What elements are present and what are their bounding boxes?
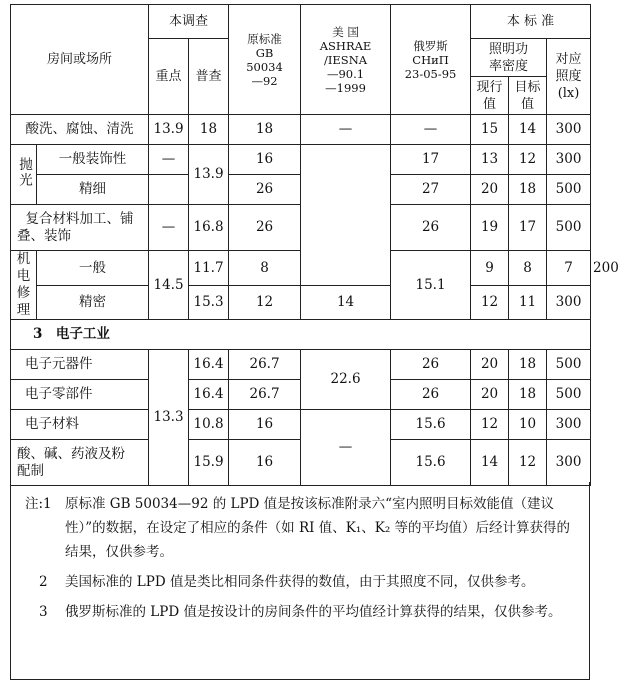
cell-russia: 14 bbox=[301, 286, 391, 320]
note-number: 2 bbox=[39, 574, 48, 590]
cell-general: 10.8 bbox=[189, 410, 229, 440]
table-notes bbox=[10, 482, 590, 680]
header-illuminance: 对应 照度 (lx) bbox=[547, 39, 591, 115]
header-russia-standard: 俄罗斯 СНиП 23-05-95 bbox=[391, 5, 471, 115]
cell-key: 13.9 bbox=[149, 115, 189, 145]
note-1 bbox=[25, 492, 579, 564]
cell-general: 18 bbox=[189, 115, 229, 145]
cell-original: 18 bbox=[229, 115, 301, 145]
note-text: 美国标准的 LPD 值是类比相同条件获得的数值，由于其照度不同，仅供参考。 bbox=[65, 574, 535, 590]
row-name: 酸洗、腐蚀、清洗 bbox=[11, 115, 149, 145]
cell-russia: 27 bbox=[391, 175, 471, 205]
group-polish: 抛光 bbox=[11, 145, 37, 205]
cell-general: 16.4 bbox=[189, 380, 229, 410]
header-this-standard: 本 标 准 bbox=[471, 5, 591, 39]
cell-general: 13.9 bbox=[189, 145, 229, 205]
note-number: 注:1 bbox=[25, 496, 52, 512]
row-name: 一般装饰性 bbox=[37, 145, 149, 175]
table-row bbox=[11, 115, 591, 145]
section-row bbox=[11, 320, 591, 350]
cell-general: 15.3 bbox=[189, 286, 229, 320]
header-room: 房间或场所 bbox=[11, 5, 149, 115]
cell-original: 8 bbox=[229, 251, 301, 286]
row-name: 电子元器件 bbox=[11, 350, 149, 380]
header-general: 普查 bbox=[189, 39, 229, 115]
header-current-value: 现行 值 bbox=[471, 77, 509, 115]
row-name: 精细 bbox=[37, 175, 149, 205]
cell-key: — bbox=[149, 205, 189, 251]
row-name: 一般 bbox=[37, 251, 149, 286]
cell-original: 26.7 bbox=[229, 380, 301, 410]
cell-usa-blank bbox=[301, 145, 391, 286]
cell-russia: — bbox=[391, 115, 471, 145]
cell-current: 20 bbox=[471, 175, 509, 205]
cell-target: 17 bbox=[509, 205, 547, 251]
cell-current: 13 bbox=[471, 145, 509, 175]
cell-general: 16.8 bbox=[189, 205, 229, 251]
cell-target: 11 bbox=[509, 286, 547, 320]
cell-usa: 15.1 bbox=[391, 251, 471, 320]
cell-current: 8 bbox=[509, 251, 547, 286]
cell-usa: — bbox=[301, 410, 391, 486]
row-name: 电子零部件 bbox=[11, 380, 149, 410]
cell-key bbox=[149, 175, 189, 205]
cell-key: 14.5 bbox=[149, 251, 189, 320]
cell-target: 10 bbox=[509, 410, 547, 440]
header-this-survey: 本调查 bbox=[149, 5, 229, 39]
cell-key: — bbox=[149, 145, 189, 175]
cell-general: 15.9 bbox=[189, 440, 229, 486]
cell-russia: 15.6 bbox=[391, 410, 471, 440]
header-key: 重点 bbox=[149, 39, 189, 115]
row-name: 电子材料 bbox=[11, 410, 149, 440]
cell-current: 20 bbox=[471, 350, 509, 380]
table-row: 机电 修理 一般 14.5 11.7 8 15.1 9 8 7 200 bbox=[11, 251, 591, 286]
cell-current: 20 bbox=[471, 380, 509, 410]
table-row bbox=[11, 410, 591, 440]
header-lpd: 照明功 率密度 bbox=[471, 39, 547, 77]
row-name: 精密 bbox=[37, 286, 149, 320]
cell-target: 12 bbox=[509, 145, 547, 175]
table-row bbox=[11, 350, 591, 380]
group-mech-repair: 机电 修理 bbox=[11, 251, 37, 320]
cell-current: 14 bbox=[471, 440, 509, 486]
cell-illuminance: 300 bbox=[547, 410, 591, 440]
note-text: 原标准 GB 50034—92 的 LPD 值是按该标准附录六“室内照明目标效能值（建议性）”的数据，在设定了相应的条件（如 RI 值、K₁、K₂ 等的平均值）后经计算获得的结果，仅供参考。 bbox=[65, 496, 571, 560]
cell-usa: 22.6 bbox=[301, 350, 391, 410]
cell-original: 26 bbox=[229, 175, 301, 205]
row-name: 酸、碱、药液及粉 配制 bbox=[11, 440, 149, 486]
cell-illuminance: 500 bbox=[547, 205, 591, 251]
cell-illuminance: 300 bbox=[547, 440, 591, 486]
cell-russia: 15.6 bbox=[391, 440, 471, 486]
cell-russia: 17 bbox=[391, 145, 471, 175]
cell-original: 16 bbox=[229, 440, 301, 486]
table-row bbox=[11, 145, 591, 175]
cell-target: 18 bbox=[509, 350, 547, 380]
cell-illuminance: 300 bbox=[547, 286, 591, 320]
note-text: 俄罗斯标准的 LPD 值是按设计的房间条件的平均值经计算获得的结果，仅供参考。 bbox=[65, 604, 562, 620]
table-row bbox=[11, 175, 591, 205]
cell-current: 12 bbox=[471, 410, 509, 440]
cell-target: 14 bbox=[509, 115, 547, 145]
cell-current: 19 bbox=[471, 205, 509, 251]
cell-original: 26 bbox=[229, 205, 301, 251]
table-row bbox=[11, 286, 591, 320]
note-3 bbox=[25, 600, 579, 624]
cell-general: 16.4 bbox=[189, 350, 229, 380]
cell-general: 11.7 bbox=[189, 251, 229, 286]
note-number: 3 bbox=[39, 604, 48, 620]
cell-current: 12 bbox=[471, 286, 509, 320]
row-name: 复合材料加工、铺 叠、装饰 bbox=[11, 205, 149, 251]
cell-key: 13.3 bbox=[149, 350, 189, 486]
header-target-value: 目标 值 bbox=[509, 77, 547, 115]
cell-russia: 26 bbox=[391, 350, 471, 380]
cell-target: 18 bbox=[509, 380, 547, 410]
cell-illuminance: 500 bbox=[547, 350, 591, 380]
cell-illuminance: 300 bbox=[547, 115, 591, 145]
cell-target: 12 bbox=[509, 440, 547, 486]
cell-russia: 9 bbox=[471, 251, 509, 286]
cell-usa: — bbox=[301, 115, 391, 145]
section-title: 3 电子工业 bbox=[11, 320, 591, 350]
cell-current: 15 bbox=[471, 115, 509, 145]
note-2 bbox=[25, 570, 579, 594]
lpd-comparison-table bbox=[10, 4, 619, 486]
cell-illuminance: 500 bbox=[547, 175, 591, 205]
header-original-standard: 原标准 GB 50034 —92 bbox=[229, 5, 301, 115]
table-row bbox=[11, 380, 591, 410]
header-usa-standard: 美 国 ASHRAE /IESNA —90.1 —1999 bbox=[301, 5, 391, 115]
cell-illuminance: 500 bbox=[547, 380, 591, 410]
table-row bbox=[11, 440, 591, 486]
cell-russia: 26 bbox=[391, 380, 471, 410]
cell-original: 16 bbox=[229, 145, 301, 175]
cell-original: 26.7 bbox=[229, 350, 301, 380]
cell-target: 7 bbox=[547, 251, 591, 286]
cell-original: 12 bbox=[229, 286, 301, 320]
cell-illuminance: 300 bbox=[547, 145, 591, 175]
cell-original: 16 bbox=[229, 410, 301, 440]
cell-target: 18 bbox=[509, 175, 547, 205]
cell-russia: 26 bbox=[391, 205, 471, 251]
table-row bbox=[11, 205, 591, 251]
